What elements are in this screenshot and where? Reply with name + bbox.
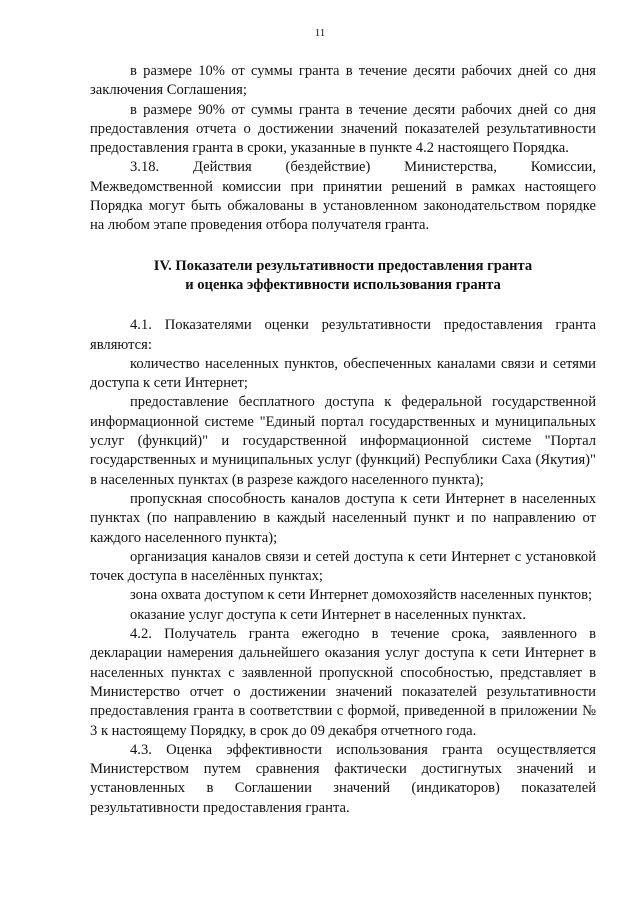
page-number: 11 — [314, 27, 326, 39]
section-heading-line-1: IV. Показатели результативности предоставления гранта — [153, 257, 533, 274]
list-item-free-access: предоставление бесплатного доступа к федеральной государственной информационной системе "Единый портал государственных и муниципальных услуг (функций)" и государственной информационной системе "Портал государственных и муниципальных услуг (функций) Республики Саха (Якутия)" в населенных пунктах (в разрезе каждого населенного пункта); — [90, 394, 596, 488]
list-item-services: оказание услуг доступа к сети Интернет в населенных пунктах. — [130, 606, 527, 623]
paragraph-10-percent: в размере 10% от суммы гранта в течение десяти рабочих дней со дня заключения Соглашения; — [90, 63, 596, 99]
list-item-settlements: количество населенных пунктов, обеспеченных каналами связи и сетями доступа к сети Интернет; — [90, 355, 596, 392]
paragraph-4-3: 4.3. Оценка эффективности использования гранта осуществляется Министерством путем сравнения фактически достигнутых значений и установленных в Соглашении значений (индикаторов) показателей результативности предоставления гранта. — [90, 741, 596, 816]
paragraph-4-1: 4.1. Показателями оценки результативности предоставления гранта являются: — [90, 317, 596, 353]
paragraph-3-18: 3.18. Действия (бездействие) Министерства, Комиссии, Межведомственной комиссии при принятии решений в рамках настоящего Порядка могут быть обжалованы в установленном законодательством порядке на любом этапе проведения отбора получателя гранта. — [90, 159, 596, 234]
list-item-access-points: организация каналов связи и сетей доступа к сети Интернет с установкой точек доступа в населённых пунктах; — [90, 548, 596, 585]
paragraph-4-2: 4.2. Получатель гранта ежегодно в течение срока, заявленного в декларации намерения дальнейшего оказания услуг доступа к сети Интернет в населенных пунктах с заявленной пропускной способностью, представляет в Министерство отчет о достижении значений показателей результативности предоставления гранта в соответствии с формой, приведенной в приложении № 3 к настоящему Порядку, в срок до 09 декабря отчетного года. — [90, 626, 596, 739]
list-item-coverage: зона охвата доступом к сети Интернет домохозяйств населенных пунктов; — [130, 587, 593, 604]
section-heading-line-2: и оценка эффективности использования гранта — [185, 276, 501, 293]
list-item-bandwidth: пропускная способность каналов доступа к сети Интернет в населенных пунктах (по направлению в каждый населенный пункт и по направлению от каждого населенного пункта); — [90, 490, 596, 546]
document-body — [90, 62, 596, 818]
section-body — [90, 316, 596, 818]
section-heading — [90, 257, 596, 296]
paragraph-90-percent: в размере 90% от суммы гранта в течение десяти рабочих дней со дня предоставления отчета о достижении значений показателей результативности предоставления гранта в сроки, указанные в пункте 4.2 настоящего Порядка. — [90, 101, 596, 157]
